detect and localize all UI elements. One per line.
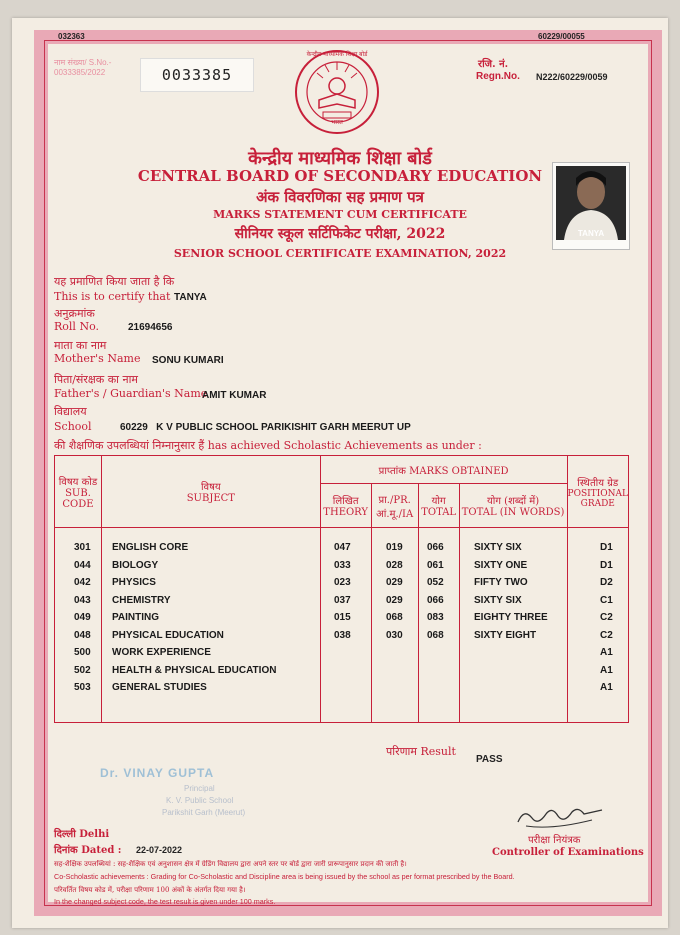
theory-marks: 033: [334, 559, 351, 571]
theory-marks: 015: [334, 612, 351, 623]
ia-marks: 028: [386, 559, 403, 571]
exam-title-hindi: सीनियर स्कूल सर्टिफिकेट परीक्षा, 2022: [234, 226, 446, 242]
subject-code: 049: [74, 612, 91, 623]
cbse-emblem: [293, 48, 381, 136]
subject-name: WORK EXPERIENCE: [112, 647, 211, 658]
footnote-1-english: Co-Scholastic achievements : Grading for Co-Scholastic and Discipline area is being issued by the school as per format prescribed by the Board.: [54, 872, 515, 881]
total-in-words: SIXTY SIX: [474, 542, 522, 553]
controller-label-english: Controller of Examinations: [492, 847, 644, 858]
positional-grade: D1: [600, 542, 613, 553]
mother-label-english: Mother's Name: [54, 352, 141, 365]
total-in-words: SIXTY SIX: [474, 594, 522, 606]
school-name: 60229 K V PUBLIC SCHOOL PARIKISHIT GARH MEERUT UP: [120, 422, 411, 433]
positional-grade: C2: [600, 629, 613, 641]
certify-label-hindi: यह प्रमाणित किया जाता है कि: [54, 275, 175, 288]
positional-grade: A1: [600, 664, 613, 676]
serial-left: 032363: [58, 32, 85, 41]
serial-right: 60229/00055: [538, 32, 585, 41]
roll-label-hindi: अनुक्रमांक: [54, 307, 95, 320]
total-marks: 068: [427, 629, 444, 641]
subject-name: GENERAL STUDIES: [112, 682, 207, 693]
certify-label-english: This is to certify that: [54, 290, 171, 303]
theory-marks: 047: [334, 542, 351, 553]
achievement-line: की शैक्षणिक उपलब्धियां निम्नानुसार हैं has achieved Scholastic Achievements as under :: [54, 439, 482, 452]
faded-stamp-text: नाम संख्या/ S.No.- 0033385/2022: [54, 58, 112, 77]
father-name: AMIT KUMAR: [202, 390, 267, 401]
total-in-words: FIFTY TWO: [474, 577, 528, 588]
place: दिल्ली Delhi: [54, 829, 110, 840]
principal-stamp-title: Principal: [184, 784, 215, 793]
subject-code: 044: [74, 559, 91, 571]
student-name: TANYA: [174, 292, 207, 303]
positional-grade: C1: [600, 594, 613, 606]
subject-code: 301: [74, 542, 91, 553]
father-label-hindi: पिता/संरक्षक का नाम: [54, 373, 139, 386]
school-label-hindi: विद्यालय: [54, 405, 87, 418]
mother-name: SONU KUMARI: [152, 355, 224, 366]
emblem-text: केन्द्रीय माध्यमिक शिक्षा बोर्ड: [306, 51, 368, 58]
principal-stamp-name: Dr. VINAY GUPTA: [100, 766, 215, 780]
principal-stamp-school: K. V. Public School: [166, 796, 234, 805]
result-value: PASS: [476, 754, 503, 765]
ia-marks: 030: [386, 629, 403, 641]
ia-marks: 029: [386, 577, 403, 588]
mother-label-hindi: माता का नाम: [54, 339, 107, 352]
roll-number: 21694656: [128, 322, 173, 333]
board-name-english: CENTRAL BOARD OF SECONDARY EDUCATION: [137, 167, 543, 185]
subject-code: 042: [74, 577, 91, 588]
total-marks: 052: [427, 577, 444, 588]
header-ia: प्रा./PR. आं.मू./IA: [371, 484, 418, 528]
positional-grade: C2: [600, 612, 613, 623]
theory-marks: 038: [334, 629, 351, 641]
father-label-english: Father's / Guardian's Name: [54, 387, 208, 400]
principal-stamp-place: Parikshit Garh (Meerut): [162, 808, 246, 817]
total-in-words: EIGHTY THREE: [474, 612, 548, 623]
subject-code: 048: [74, 629, 91, 641]
subject-name: PAINTING: [112, 612, 160, 623]
positional-grade: A1: [600, 647, 613, 658]
roll-label-english: Roll No.: [54, 320, 99, 333]
total-marks: 061: [427, 559, 444, 571]
positional-grade: A1: [600, 682, 613, 693]
header-subject: विषय SUBJECT: [101, 456, 320, 528]
subject-code: 502: [74, 664, 91, 676]
student-photo: [552, 162, 630, 250]
dated-label: दिनांक Dated :: [54, 845, 122, 856]
subject-code: 043: [74, 594, 91, 606]
board-name-hindi: केन्द्रीय माध्यमिक शिक्षा बोर्ड: [248, 148, 432, 169]
header-sub-code: विषय कोड SUB. CODE: [55, 456, 102, 528]
subject-name: PHYSICS: [112, 577, 156, 588]
controller-signature: [512, 800, 608, 832]
photo-caption: TANYA: [577, 229, 605, 238]
result-label: परिणाम Result: [386, 745, 456, 758]
theory-marks: 023: [334, 577, 351, 588]
header-marks-obtained: प्राप्तांक MARKS OBTAINED: [320, 456, 567, 484]
doc-title-hindi: अंक विवरणिका सह प्रमाण पत्र: [256, 188, 424, 206]
regn-number: N222/60229/0059: [536, 72, 608, 82]
footnote-1-hindi: सह-शैक्षिक उपलब्धियां : सह-शैक्षिक एवं अनुशासन क्षेत्र में ग्रेडिंग विद्यालय द्वारा अपने स्तर पर बोर्ड द्वारा जारी प्रारूपानुसार प्रदान की जाती है।: [54, 860, 407, 868]
ia-marks: 029: [386, 594, 403, 606]
ia-marks: 019: [386, 542, 403, 553]
header-theory: लिखित THEORY: [320, 484, 371, 528]
cert-number-box: [140, 58, 254, 92]
header-positional-grade: स्थितीय ग्रेड POSITIONAL GRADE: [567, 456, 628, 528]
total-in-words: SIXTY ONE: [474, 559, 528, 571]
subject-name: PHYSICAL EDUCATION: [112, 629, 224, 641]
subject-name: CHEMISTRY: [112, 594, 171, 606]
subject-name: ENGLISH CORE: [112, 542, 189, 553]
dated-value: 22-07-2022: [136, 845, 183, 855]
positional-grade: D2: [600, 577, 613, 588]
footnote-2-hindi: परिवर्तित विषय कोड में, परीक्षा परिणाम 100 अंकों के अंतर्गत दिया गया है।: [54, 886, 246, 894]
ia-marks: 068: [386, 612, 403, 623]
positional-grade: D1: [600, 559, 613, 571]
total-in-words: SIXTY EIGHT: [474, 629, 537, 641]
subject-name: BIOLOGY: [112, 559, 159, 571]
regn-label-en: Regn.No.: [476, 71, 520, 82]
theory-marks: 037: [334, 594, 351, 606]
subject-name: HEALTH & PHYSICAL EDUCATION: [112, 664, 277, 676]
cert-number: 0033385: [161, 66, 233, 84]
footnote-2-english: In the changed subject code, the test result is given under 100 marks.: [54, 897, 276, 906]
total-marks: 083: [427, 612, 444, 623]
total-marks: 066: [427, 594, 444, 606]
total-marks: 066: [427, 542, 444, 553]
doc-title-english: MARKS STATEMENT CUM CERTIFICATE: [213, 208, 467, 221]
regn-label-hi: रजि. नं.: [478, 59, 509, 70]
subject-code: 500: [74, 647, 91, 658]
header-total: योग TOTAL: [418, 484, 459, 528]
header-total-words: योग (शब्दों में) TOTAL (IN WORDS): [459, 484, 567, 528]
exam-title-english: SENIOR SCHOOL CERTIFICATE EXAMINATION, 2022: [173, 247, 507, 260]
emblem-bottom-text: भारत: [331, 119, 343, 126]
controller-label-hindi: परीक्षा नियंत्रक: [528, 835, 581, 846]
subject-code: 503: [74, 682, 91, 693]
school-label-english: School: [54, 420, 92, 433]
